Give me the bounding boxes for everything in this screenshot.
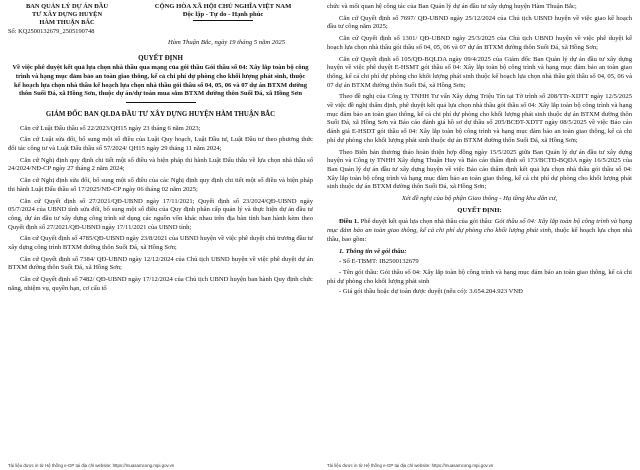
- legal-basis-5: Căn cứ Quyết định số 27/2021/QĐ-UBND ngày 17/11/2021; Quyết định số 23/2024/QĐ-UBND ngày 05/7/2024 của UBND tỉnh sửa đổi, bổ sung một số điều của Quy định phân cấp quản lý và thực hiện dự án đầu tư công, dự án đầu tư xây dựng công trình sử dụng các nguồn vốn khác nhau trên địa bàn tỉnh ban hành kèm theo Quyết định số 27/2021/QĐ-UBND ngày 17/11/2021 của UBND tỉnh;: [8, 197, 313, 231]
- agency-line-3: HÀM THUẬN BẮC: [39, 19, 95, 26]
- section-1-heading: 1. Thông tin về gói thầu:: [339, 247, 407, 255]
- agency-block: [8, 3, 126, 27]
- legal-basis-3: Căn cứ Nghị định quy định chi tiết một số điều và biện pháp thi hành Luật Đấu thầu về lựa chọn nhà thầu số 24/2024/NĐ-CP ngày 27 tháng 2 năm 2024;: [8, 156, 313, 173]
- package-name: - Tên gói thầu: Gói thầu số 04: Xây lắp toàn bộ công trình và hạng mục đảm bảo an toàn giao thông, kể cả chi phí dự phòng cho khối lượng phát sinh: [327, 268, 632, 285]
- agency-line-2: TƯ XÂY DỰNG HUYỆN: [31, 11, 103, 18]
- nation-block: [133, 3, 313, 27]
- proposal-basis-2: Theo Biên bản thương thảo hoàn thiện hợp đồng ngày 15/5/2025 giữa Ban Quản lý dự án đầu tư xây dựng huyện và Công ty TNHH Xây dựng Thuận Huy và Báo cáo thẩm định số 173/BCTĐ-BQDA ngày 16/5/2025 của Ban Quản lý dự án đầu tư xây dựng huyện về việc Báo cáo thẩm định kết quả lựa chọn nhà thầu gói thầu số 04: Xây lắp toàn bộ công trình và hạng mục đảm bảo an toàn giao thông, kể cả chi phí dự phòng cho khối lượng phát sinh thuộc dự án BTXM đường thôn Suối Đá, xã Hồng Sơn;: [327, 148, 632, 191]
- right-column: [327, 3, 632, 297]
- legal-basis-11: Căn cứ Quyết định số 105/QĐ-BQLDA ngày 09/4/2025 của Giám đốc Ban Quản lý dự án đầu tư xây dựng huyện về việc phê duyệt E-HSMT gói thầu số 04: Xây lắp toàn bộ công trình và hạng mục đảm bảo an toàn giao thông, kể cả chi phí dự phòng cho khối lượng phát sinh thuộc kế hoạch lựa chọn nhà thầu gói thầu số 04, 05, 06 và 07 dự án BTXM đường thôn Suối Đá, xã Hồng Sơn;: [327, 55, 632, 89]
- article-1-package-name: Gói thầu số 04: Xây lắp toàn bộ công trình và hạng mục đảm bảo an toàn giao thông, kể cả chi phí dự phòng cho khối lượng phát sinh: [327, 218, 632, 235]
- place-date: Hàm Thuận Bắc, ngày 19 tháng 5 năm 2025: [167, 39, 285, 47]
- document-subject: Về việc phê duyệt kết quả lựa chọn nhà thầu qua mạng của gói thầu Gói thầu số 04: Xây lắp toàn bộ công trình và hạng mục đảm bảo an toàn giao thông, kể cả chi phí dự phòng cho khối lượng phát sinh, thuộc kế hoạch lựa chọn nhà thầu kế hoạch lựa chọn nhà thầu gói thầu số 04, 05, 06 và 07 dự án BTXM đường thôn Suối Đá, xã Hồng Sơn, thuộc dự án/dự toán mua sắm BTXM đường thôn Suối Đá, xã Hồng Sơn: [12, 64, 309, 98]
- issuing-authority: GIÁM ĐỐC BAN QLDA ĐẦU TƯ XÂY DỰNG HUYỆN HÀM THUẬN BẮC: [45, 110, 276, 118]
- package-price: - Giá gói thầu hoặc dự toán được duyệt (nếu có): 3.654.204.923 VNĐ: [339, 288, 523, 296]
- motto-underline: [193, 20, 253, 21]
- national-motto: Độc lập - Tự do - Hạnh phúc: [182, 11, 264, 19]
- legal-basis-10: Căn cứ Quyết định số 1301/ QĐ-UBND ngày 25/3/2025 của Chủ tịch UBND huyện về việc phê duyệt kế hoạch lựa chọn nhà thầu gói thầu số 04, 05, 06 và 07 dự án BTXM đường thôn Suối Đá, xã Hồng Sơn;: [327, 35, 632, 51]
- legal-basis-4: Căn cứ Nghị định sửa đổi, bổ sung một số điều của các Nghị định quy định chi tiết một số điều và biện pháp thi hành Luật Đấu thầu số 17/2025/NĐ-CP ngày 06 tháng 02 năm 2025;: [8, 177, 313, 193]
- continuation-text: chức và mối quan hệ công tác của Ban Quản lý dự án đầu tư xây dựng huyện Hàm Thuận Bắc;: [327, 3, 577, 10]
- article-1-text: Phê duyệt kết quả lựa chọn nhà thầu của gói thầu:: [358, 218, 495, 226]
- article-1: [327, 218, 632, 244]
- decision-heading: QUYẾT ĐỊNH:: [457, 206, 502, 214]
- subject-separator: [126, 102, 196, 103]
- legal-basis-7: Căn cứ Quyết định số 7384/ QĐ-UBND ngày 12/12/2024 của Chủ tịch UBND huyện về việc phê duyệt dự án BTXM đường thôn Suối Đá, xã Hồng Sơn;: [8, 255, 313, 272]
- legal-basis-1: Căn cứ Luật Đấu thầu số 22/2023/QH15 ngày 23 tháng 6 năm 2023;: [20, 124, 201, 132]
- legal-basis-6: Căn cứ Quyết định số 4785/QĐ-UBND ngày 23/8/2021 của UBND huyện về việc phê duyệt chủ trương đầu tư xây dựng công trình BTXM đường thôn Suối Đá, xã Hồng Sơn;: [8, 235, 313, 252]
- proposal-basis-1: Theo đề nghị của Công ty TNHH Tư vấn Xây dựng Triệu Tín tại Tờ trình số 208/TTr-XDTT ngày 12/5/2025 về việc đề nghị thẩm định, phê duyệt kết quả lựa chọn nhà thầu gói thầu số 04: Xây lắp toàn bộ công trình và hạng mục đảm bảo an toàn giao thông, kể cả chi phí dự phòng cho khối lượng phát sinh thuộc dự án BTXM đường thôn Suối Đá, xã Hồng Sơn và Báo cáo đánh giá hồ sơ dự thầu số 205/BCĐT-XDTT ngày 08/5/2025 về việc Báo cáo đánh giá E-HSDT gói thầu số 04: Xây lắp toàn bộ công trình và hạng mục đảm bảo an toàn giao thông, kể cả chi phí dự phòng cho khối lượng phát sinh thuộc dự án BTXM đường thôn Suối Đá, xã Hồng Sơn;: [327, 93, 632, 144]
- legal-basis-2: Căn cứ Luật sửa đổi, bổ sung một số điều của Luật Quy hoạch, Luật Đầu tư, Luật Đầu tư theo phương thức đối tác công tư và Luật Đấu thầu số 57/2024/ QH15 ngày 29 tháng 11 năm 2024;: [8, 136, 313, 153]
- proposal-line: Xét đề nghị của bộ phận Giao thông - Hạ tầng khu dân cư,: [401, 195, 558, 203]
- article-1-label: Điều 1.: [339, 218, 359, 226]
- legal-basis-9: Căn cứ Quyết định số 7697/ QĐ-UBND ngày 25/12/2024 của Chủ tịch UBND huyện về việc giao kế hoạch đầu tư công năm 2025;: [327, 14, 632, 31]
- article-1-tail: , thuộc kế hoạch lựa chọn nhà thầu, bao gồm:: [327, 227, 632, 243]
- nation-name: CỘNG HÒA XÃ HỘI CHỦ NGHĨA VIỆT NAM: [154, 3, 292, 10]
- document-number: Số: KQ2500132679_2505190748: [8, 28, 95, 35]
- agency-line-1: BAN QUẢN LÝ DỰ ÁN ĐẦU: [26, 3, 108, 10]
- legal-basis-8: Căn cứ Quyết định số 7482/ QĐ-UBND ngày 17/12/2024 của Chủ tịch UBND huyện ban hành Quy định chức năng, nhiệm vụ, quyền hạn, cơ cấu tổ: [8, 276, 313, 292]
- document-title: QUYẾT ĐỊNH: [138, 54, 183, 63]
- left-column: [8, 3, 313, 294]
- footer-note-right: Tài liệu được in từ Hệ thống e-GP tại địa chỉ website: https://muasamcong.mpi.gov.vn: [327, 463, 494, 469]
- document-header: [8, 3, 313, 27]
- footer-note-left: Tài liệu được in từ Hệ thống e-GP tại địa chỉ website: https://muasamcong.mpi.gov.vn: [8, 463, 175, 469]
- tender-notice-number: - Số E-TBMT: IB2500132679: [339, 258, 419, 266]
